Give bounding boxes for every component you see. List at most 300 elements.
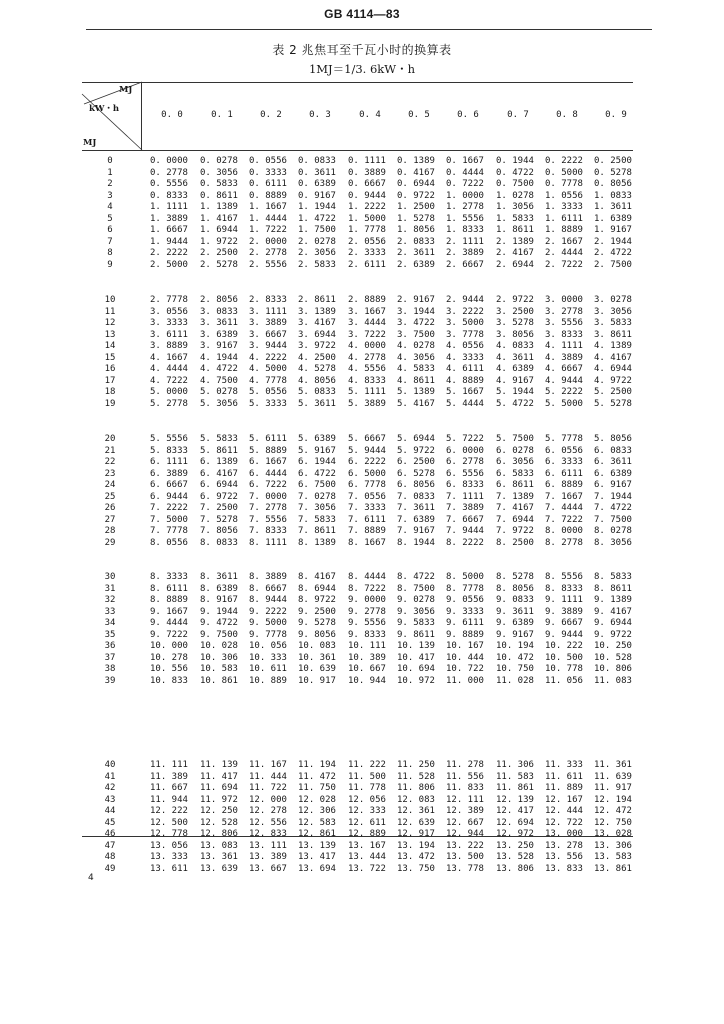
table-row [90,630,630,642]
kwh-value: 2. 8333 [249,295,287,305]
kwh-value: 5. 4167 [397,398,435,409]
mj-value: 29 [104,537,116,548]
kwh-value: 2. 2778 [249,248,287,258]
kwh-value: 9. 7222 [150,629,188,640]
kwh-value: 3. 4167 [298,318,336,328]
kwh-value: 8. 0278 [594,526,632,536]
table-block [90,434,630,549]
table-row [90,202,630,214]
kwh-value: 9. 6944 [594,618,632,628]
kwh-value: 6. 8611 [496,480,534,490]
kwh-value: 12. 111 [446,794,484,805]
mj-value: 18 [104,387,116,397]
kwh-value: 7. 6389 [397,514,435,525]
table-row [90,664,630,676]
kwh-value: 2. 6111 [348,259,386,270]
kwh-value: 7. 0278 [298,491,336,502]
kwh-value: 0. 2222 [545,156,583,166]
table-block [90,572,630,687]
kwh-value: 10. 250 [594,641,632,651]
kwh-value: 12. 083 [397,794,435,805]
kwh-value: 1. 2778 [446,202,484,212]
mj-value: 20 [104,434,116,444]
table-row [90,237,630,249]
kwh-value: 9. 1111 [545,595,583,605]
kwh-value: 3. 8333 [545,329,583,340]
mj-value: 9 [107,259,113,270]
kwh-value: 12. 361 [397,806,435,816]
kwh-value: 5. 7500 [496,434,534,444]
kwh-value: 5. 8889 [249,445,287,456]
kwh-value: 10. 472 [496,652,534,663]
kwh-value: 2. 7500 [594,259,632,270]
kwh-value: 4. 9444 [545,375,583,386]
kwh-value: 2. 8611 [298,295,336,305]
kwh-value: 0. 9167 [298,190,336,201]
kwh-value: 8. 5833 [594,572,632,582]
kwh-value: 7. 5833 [298,514,336,525]
kwh-value: 12. 000 [249,794,287,805]
mj-value: 12 [104,318,116,328]
kwh-value: 4. 1111 [545,341,583,351]
kwh-value: 3. 5278 [496,318,534,328]
kwh-value: 11. 139 [200,760,238,770]
kwh-value: 4. 8611 [397,375,435,386]
kwh-value: 4. 8333 [348,375,386,386]
kwh-value: 2. 4444 [545,248,583,258]
kwh-value: 8. 3333 [150,572,188,582]
kwh-value: 11. 722 [249,783,287,793]
kwh-value: 0. 5833 [200,179,238,189]
mj-value: 14 [104,341,116,351]
mj-value: 43 [104,794,116,805]
kwh-value: 10. 583 [200,664,238,674]
kwh-value: 5. 8611 [200,445,238,456]
kwh-value: 0. 8056 [594,179,632,189]
kwh-value: 5. 3611 [298,398,336,409]
corner-label-mj-left: MJ [83,138,97,148]
kwh-value: 10. 528 [594,652,632,663]
kwh-value: 11. 306 [496,760,534,770]
kwh-value: 12. 833 [249,829,287,839]
kwh-value: 13. 222 [446,840,484,851]
mj-value: 39 [104,675,116,686]
table-row [90,446,630,458]
kwh-value: 9. 8333 [348,629,386,640]
kwh-value: 9. 9722 [594,629,632,640]
kwh-value: 4. 3611 [496,352,534,363]
kwh-value: 7. 4444 [545,503,583,513]
kwh-value: 7. 3611 [397,503,435,513]
kwh-value: 12. 639 [397,817,435,828]
kwh-value: 10. 639 [298,664,336,674]
kwh-value: 13. 194 [397,840,435,851]
kwh-value: 7. 3333 [348,503,386,513]
kwh-value: 9. 7778 [249,629,287,640]
kwh-value: 5. 6944 [397,434,435,444]
mj-value: 17 [104,375,116,386]
kwh-value: 13. 778 [446,863,484,874]
table-row [90,330,630,342]
corner-label-mj-top: MJ [119,85,133,95]
kwh-value: 5. 0278 [200,387,238,397]
kwh-value: 7. 6667 [446,514,484,525]
table-header-rule [82,150,633,151]
table-row [90,676,630,688]
kwh-value: 7. 6944 [496,514,534,525]
kwh-value: 7. 0000 [249,491,287,502]
kwh-value: 9. 3611 [496,606,534,617]
kwh-value: 7. 2500 [200,503,238,513]
kwh-value: 10. 028 [200,641,238,651]
kwh-value: 13. 417 [298,852,336,862]
table-row [90,607,630,619]
kwh-value: 5. 1667 [446,387,484,397]
kwh-value: 8. 5556 [545,572,583,582]
table-row [90,179,630,191]
kwh-value: 13. 111 [249,840,287,851]
kwh-value: 0. 0556 [249,156,287,166]
kwh-value: 10. 417 [397,652,435,663]
kwh-value: 13. 444 [348,852,386,862]
kwh-value: 9. 4444 [150,618,188,628]
mj-value: 13 [104,329,116,340]
kwh-value: 2. 0000 [249,236,287,247]
table-row [90,225,630,237]
kwh-value: 5. 9167 [298,445,336,456]
kwh-value: 11. 278 [446,760,484,770]
kwh-value: 3. 4444 [348,318,386,328]
kwh-value: 6. 9722 [200,491,238,502]
kwh-value: 3. 0556 [150,306,188,317]
kwh-value: 4. 9722 [594,375,632,386]
kwh-value: 8. 6944 [298,583,336,594]
kwh-value: 12. 222 [150,806,188,816]
kwh-value: 9. 9444 [545,629,583,640]
table-row [90,852,630,864]
kwh-value: 9. 8611 [397,629,435,640]
kwh-value: 13. 167 [348,840,386,851]
kwh-value: 3. 1389 [298,306,336,317]
kwh-value: 10. 972 [397,675,435,686]
kwh-value: 0. 8333 [150,190,188,201]
kwh-value: 10. 667 [348,664,386,674]
kwh-value: 12. 556 [249,817,287,828]
table-row [90,618,630,630]
mj-value: 10 [104,295,116,305]
kwh-value: 8. 8889 [150,595,188,605]
kwh-value: 4. 1667 [150,352,188,363]
mj-value: 5 [107,213,113,224]
kwh-value: 1. 6667 [150,225,188,235]
table-row [90,376,630,388]
kwh-value: 6. 2778 [446,457,484,467]
kwh-value: 7. 6111 [348,514,386,525]
kwh-value: 4. 3333 [446,352,484,363]
kwh-value: 10. 806 [594,664,632,674]
kwh-value: 10. 222 [545,641,583,651]
mj-value: 24 [104,480,116,490]
column-header: 0. 3 [309,110,331,120]
kwh-value: 2. 6944 [496,259,534,270]
mj-value: 8 [107,248,113,258]
kwh-value: 0. 6111 [249,179,287,189]
kwh-value: 11. 917 [594,783,632,793]
kwh-value: 2. 5278 [200,259,238,270]
kwh-value: 3. 0278 [594,295,632,305]
kwh-value: 7. 7778 [150,526,188,536]
kwh-value: 6. 1111 [150,457,188,467]
kwh-value: 9. 6111 [446,618,484,628]
kwh-value: 2. 5833 [298,259,336,270]
kwh-value: 12. 028 [298,794,336,805]
kwh-value: 13. 028 [594,829,632,839]
kwh-value: 1. 7222 [249,225,287,235]
kwh-value: 13. 250 [496,840,534,851]
kwh-value: 5. 9444 [348,445,386,456]
kwh-value: 8. 1111 [249,537,287,548]
kwh-value: 12. 444 [545,806,583,816]
kwh-value: 12. 889 [348,829,386,839]
kwh-value: 7. 8056 [200,526,238,536]
kwh-value: 13. 500 [446,852,484,862]
kwh-value: 1. 0833 [594,190,632,201]
kwh-value: 6. 5556 [446,468,484,479]
kwh-value: 7. 2778 [249,503,287,513]
kwh-value: 9. 0278 [397,595,435,605]
kwh-value: 1. 4722 [298,213,336,224]
kwh-value: 1. 9167 [594,225,632,235]
kwh-value: 13. 306 [594,840,632,851]
kwh-value: 0. 7778 [545,179,583,189]
kwh-value: 0. 9722 [397,190,435,201]
kwh-value: 3. 9722 [298,341,336,351]
kwh-value: 8. 6667 [249,583,287,594]
kwh-value: 6. 2222 [348,457,386,467]
kwh-value: 0. 2500 [594,156,632,166]
kwh-value: 12. 167 [545,794,583,805]
kwh-value: 1. 3611 [594,202,632,212]
kwh-value: 3. 3056 [594,306,632,317]
kwh-value: 10. 778 [545,664,583,674]
kwh-value: 13. 000 [545,829,583,839]
table-row [90,387,630,399]
kwh-value: 13. 667 [249,863,287,874]
kwh-value: 0. 9444 [348,190,386,201]
kwh-value: 3. 3333 [150,318,188,328]
kwh-value: 2. 6667 [446,259,484,270]
kwh-value: 8. 7222 [348,583,386,594]
mj-value: 41 [104,771,116,782]
mj-value: 25 [104,491,116,502]
kwh-value: 2. 5556 [249,259,287,270]
kwh-value: 8. 5278 [496,572,534,582]
kwh-value: 11. 639 [594,771,632,782]
mj-value: 6 [107,225,113,235]
kwh-value: 8. 8056 [496,583,534,594]
kwh-value: 3. 1944 [397,306,435,317]
kwh-value: 9. 3333 [446,606,484,617]
kwh-value: 5. 1944 [496,387,534,397]
kwh-value: 10. 083 [298,641,336,651]
kwh-value: 4. 0000 [348,341,386,351]
kwh-value: 0. 0000 [150,156,188,166]
table-row [90,248,630,260]
table-row [90,772,630,784]
kwh-value: 0. 5556 [150,179,188,189]
kwh-value: 4. 8056 [298,375,336,386]
kwh-value: 8. 8611 [594,583,632,594]
kwh-value: 5. 0556 [249,387,287,397]
kwh-value: 13. 361 [200,852,238,862]
kwh-value: 4. 0556 [446,341,484,351]
kwh-value: 3. 3611 [200,318,238,328]
table-row [90,841,630,853]
kwh-value: 2. 5000 [150,259,188,270]
kwh-value: 1. 8056 [397,225,435,235]
kwh-value: 2. 0833 [397,236,435,247]
kwh-value: 0. 4722 [496,167,534,178]
kwh-value: 2. 0556 [348,236,386,247]
kwh-value: 11. 583 [496,771,534,782]
kwh-value: 6. 9167 [594,480,632,490]
kwh-value: 1. 6944 [200,225,238,235]
column-header: 0. 7 [507,110,529,120]
kwh-value: 0. 4444 [446,167,484,178]
kwh-value: 10. 056 [249,641,287,651]
kwh-value: 11. 472 [298,771,336,782]
kwh-value: 9. 9167 [496,629,534,640]
kwh-value: 4. 2778 [348,352,386,363]
column-header: 0. 4 [359,110,381,120]
mj-value: 4 [107,202,113,212]
table-row [90,641,630,653]
mj-value: 30 [104,572,116,582]
kwh-value: 11. 417 [200,771,238,782]
kwh-value: 12. 972 [496,829,534,839]
kwh-value: 6. 9444 [150,491,188,502]
table-row [90,515,630,527]
kwh-value: 12. 806 [200,829,238,839]
kwh-value: 9. 2778 [348,606,386,617]
kwh-value: 13. 139 [298,840,336,851]
kwh-value: 9. 6667 [545,618,583,628]
kwh-value: 3. 2500 [496,306,534,317]
kwh-value: 12. 583 [298,817,336,828]
mj-value: 37 [104,652,116,663]
kwh-value: 8. 5000 [446,572,484,582]
kwh-value: 1. 5000 [348,213,386,224]
kwh-value: 6. 5833 [496,468,534,479]
mj-value: 47 [104,840,116,851]
kwh-value: 10. 611 [249,664,287,674]
kwh-value: 6. 4722 [298,468,336,479]
kwh-value: 9. 3056 [397,606,435,617]
kwh-value: 0. 3333 [249,167,287,178]
kwh-value: 6. 3889 [150,468,188,479]
kwh-value: 2. 2222 [150,248,188,258]
kwh-value: 5. 6111 [249,434,287,444]
kwh-value: 6. 2500 [397,457,435,467]
kwh-value: 5. 4444 [446,398,484,409]
kwh-value: 13. 389 [249,852,287,862]
kwh-value: 0. 0833 [298,156,336,166]
kwh-value: 10. 306 [200,652,238,663]
kwh-value: 9. 5556 [348,618,386,628]
kwh-value: 11. 028 [496,675,534,686]
kwh-value: 5. 2500 [594,387,632,397]
table-title: 表 2 兆焦耳至千瓦小时的换算表 [272,43,452,57]
kwh-value: 9. 4722 [200,618,238,628]
kwh-value: 13. 722 [348,863,386,874]
kwh-value: 13. 750 [397,863,435,874]
kwh-value: 5. 2222 [545,387,583,397]
page-number: 4 [88,873,94,883]
kwh-value: 13. 472 [397,852,435,862]
kwh-value: 6. 7222 [249,480,287,490]
kwh-value: 6. 3611 [594,457,632,467]
table-top-rule [82,82,633,83]
kwh-value: 2. 8889 [348,295,386,305]
kwh-value: 5. 8333 [150,445,188,456]
kwh-value: 0. 1111 [348,156,386,166]
kwh-value: 12. 778 [150,829,188,839]
kwh-value: 8. 2778 [545,537,583,548]
mj-value: 3 [107,190,113,201]
kwh-value: 5. 3889 [348,398,386,409]
mj-value: 0 [107,156,113,166]
kwh-value: 5. 0000 [150,387,188,397]
kwh-value: 6. 1667 [249,457,287,467]
kwh-value: 11. 972 [200,794,238,805]
kwh-value: 10. 194 [496,641,534,651]
kwh-value: 6. 0556 [545,445,583,456]
kwh-value: 10. 361 [298,652,336,663]
kwh-value: 11. 667 [150,783,188,793]
kwh-value: 8. 0000 [545,526,583,536]
kwh-value: 1. 6111 [545,213,583,224]
kwh-value: 2. 4167 [496,248,534,258]
kwh-value: 6. 6111 [545,468,583,479]
kwh-value: 3. 3889 [249,318,287,328]
kwh-value: 9. 0000 [348,595,386,605]
kwh-value: 9. 1944 [200,606,238,617]
kwh-value: 3. 5833 [594,318,632,328]
table-row [90,457,630,469]
kwh-value: 13. 833 [545,863,583,874]
kwh-value: 1. 8889 [545,225,583,235]
kwh-value: 6. 6389 [594,468,632,479]
kwh-value: 11. 444 [249,771,287,782]
kwh-value: 8. 9444 [249,595,287,605]
kwh-value: 5. 6667 [348,434,386,444]
kwh-value: 10. 444 [446,652,484,663]
table-row [90,829,630,841]
kwh-value: 5. 1111 [348,387,386,397]
kwh-value: 3. 7222 [348,329,386,340]
kwh-value: 6. 0000 [446,445,484,456]
kwh-value: 7. 4167 [496,503,534,513]
kwh-value: 0. 2778 [150,167,188,178]
mj-value: 40 [104,760,116,770]
mj-value: 45 [104,817,116,828]
kwh-value: 12. 694 [496,817,534,828]
table-row [90,783,630,795]
kwh-value: 13. 639 [200,863,238,874]
kwh-value: 3. 6667 [249,329,287,340]
kwh-value: 4. 1389 [594,341,632,351]
kwh-value: 11. 556 [446,771,484,782]
